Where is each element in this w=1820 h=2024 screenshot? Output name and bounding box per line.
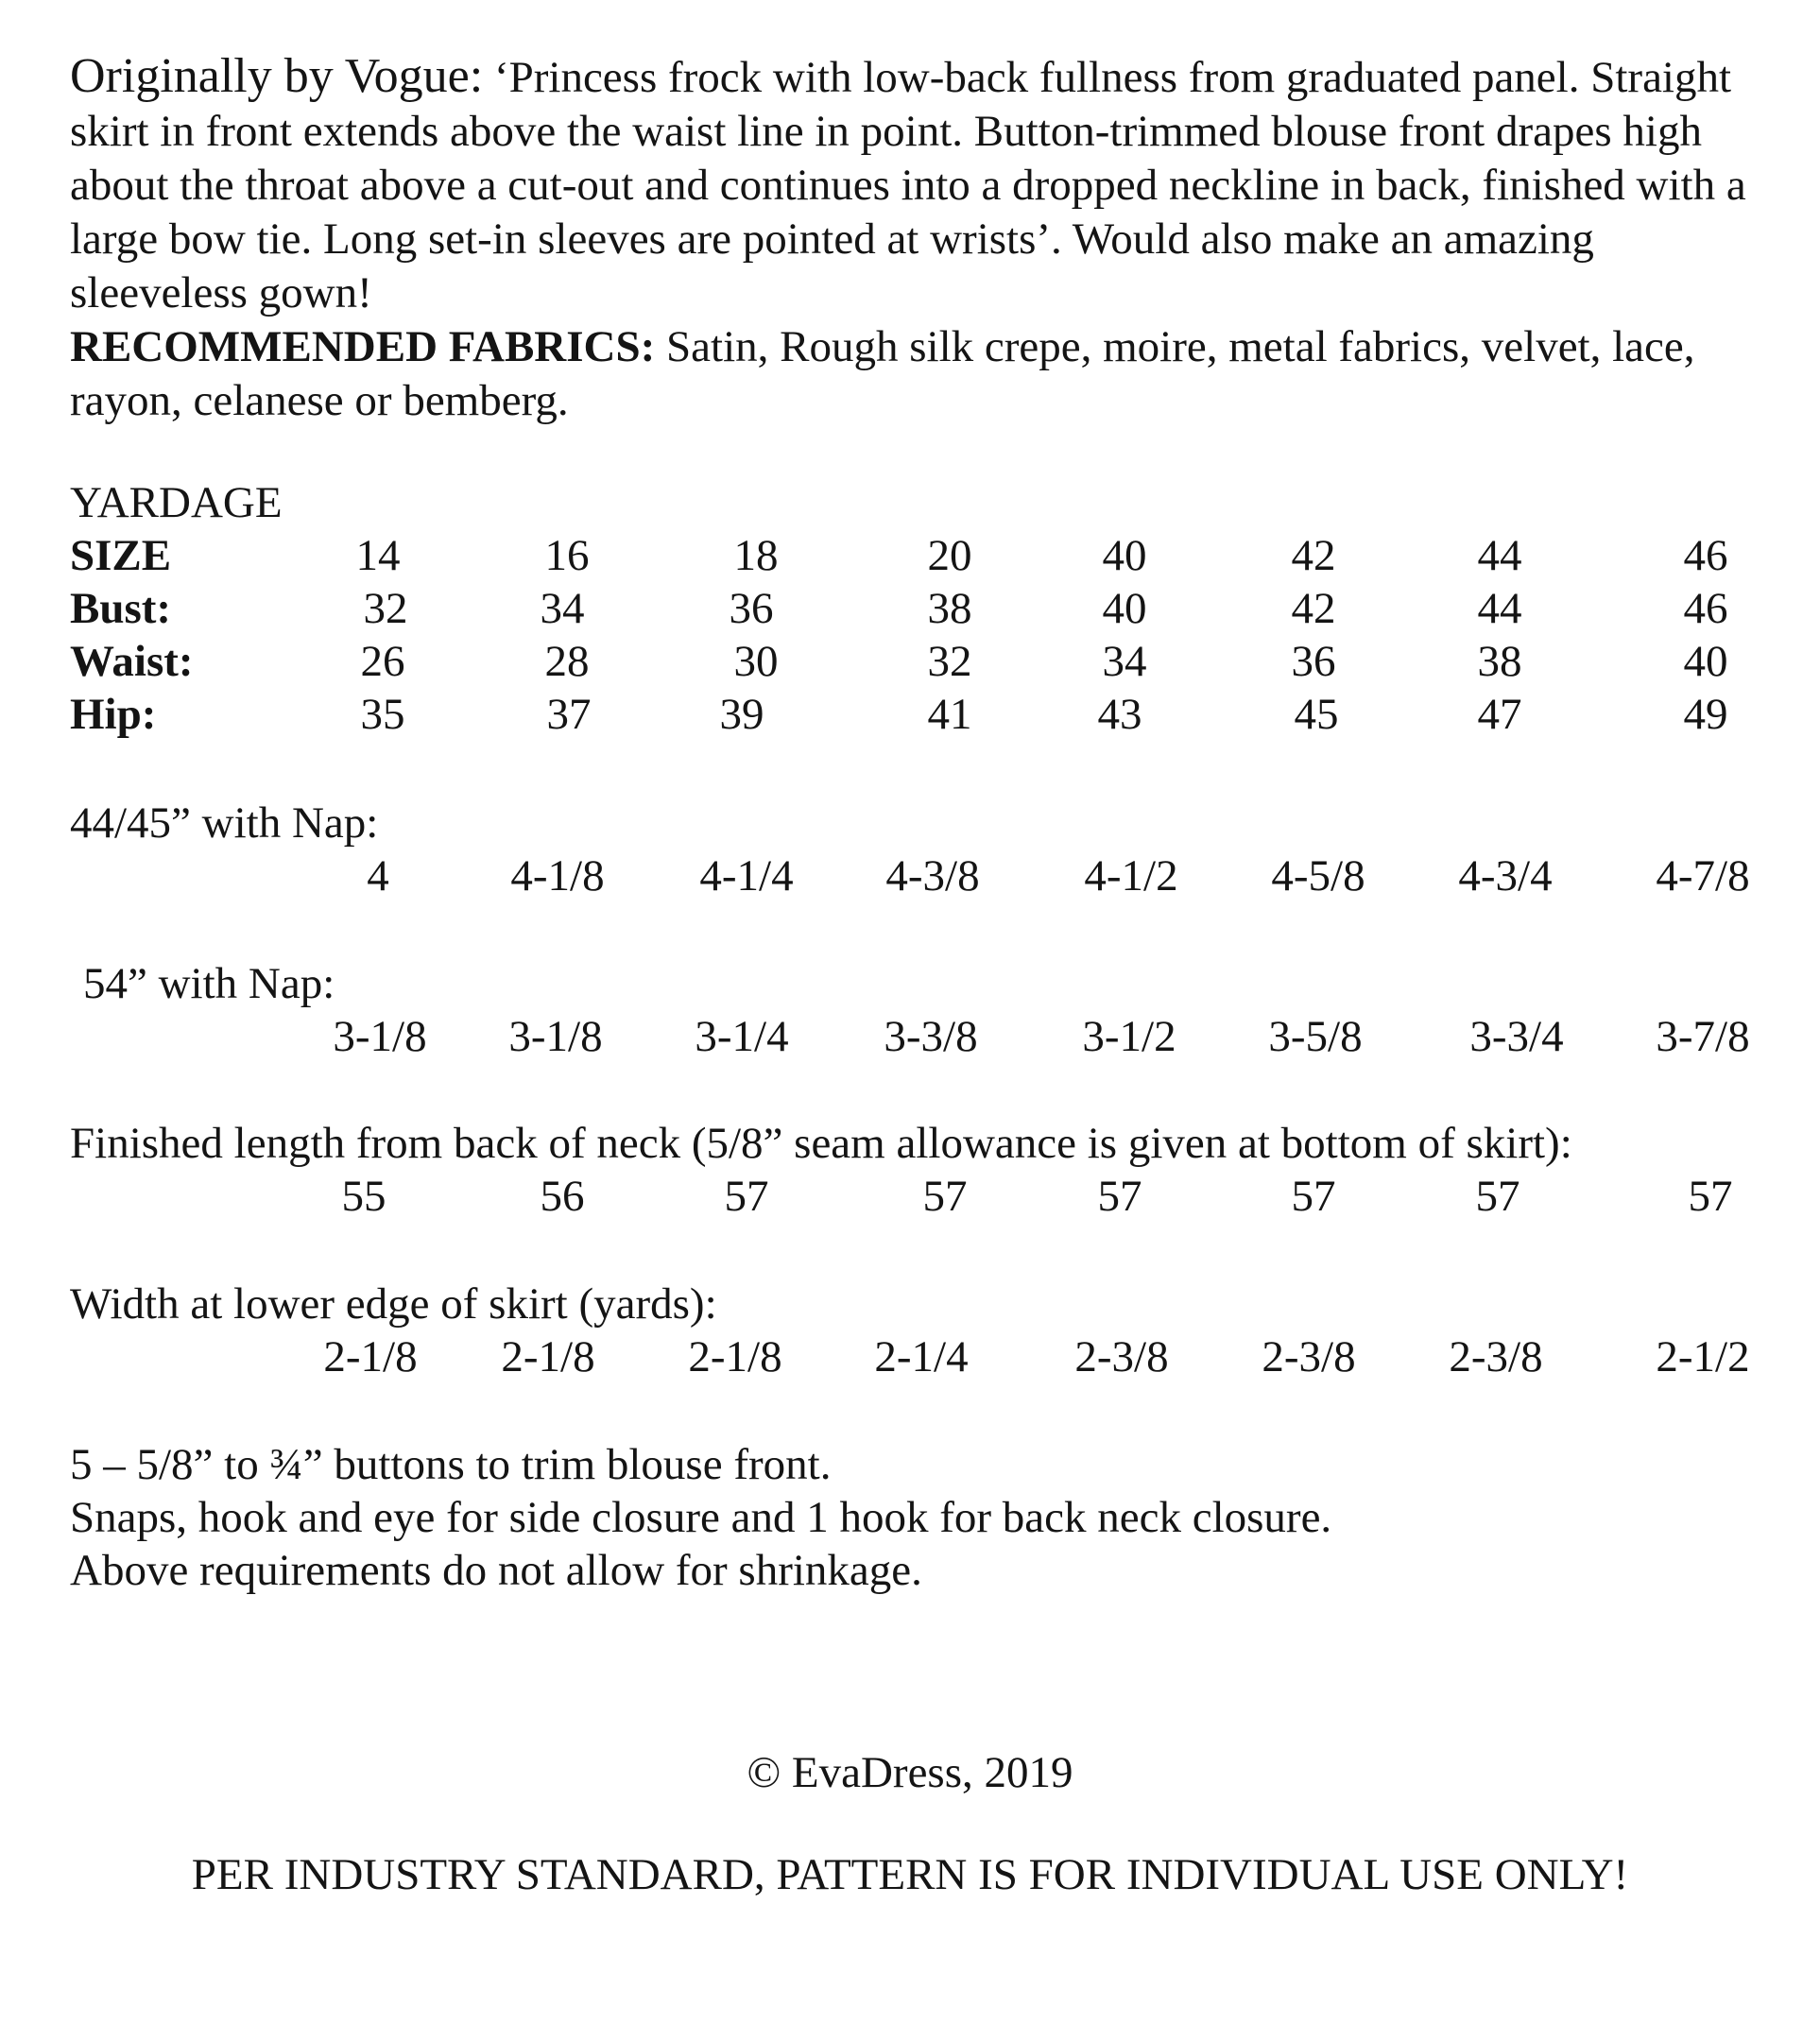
nap44-row [0,849,1820,902]
width-lower-edge-cell: 2-3/8 [1262,1332,1356,1381]
nap54-cell: 3-3/8 [884,1012,978,1061]
waist-cell: 40 [1683,637,1728,686]
waist-label: Waist: [70,637,194,686]
size-cell: 14 [355,531,401,580]
finished-length-cell: 55 [341,1172,386,1221]
hip-cell: 37 [546,690,592,739]
finished-length-cell: 57 [724,1172,769,1221]
bust-cell: 46 [1683,584,1728,633]
nap44-label: 44/45” with Nap: [70,798,379,848]
nap44-cell: 4-1/4 [699,851,794,901]
finished-length-cell: 57 [1097,1172,1142,1221]
bust-cell: 40 [1102,584,1147,633]
width-lower-edge-cell: 2-3/8 [1449,1332,1543,1381]
copyright: © EvaDress, 2019 [747,1748,1073,1797]
bust-row [0,582,1820,635]
notion-line: Above requirements do not allow for shrinkage. [70,1546,922,1595]
bust-cell: 44 [1477,584,1522,633]
fabrics-label: RECOMMENDED FABRICS: [70,322,656,371]
width-lower-edge-cell: 2-1/8 [688,1332,782,1381]
width-lower-edge-cell: 2-1/8 [323,1332,418,1381]
hip-cell: 35 [360,690,405,739]
finished-length-row [0,1170,1820,1223]
nap54-cell: 3-1/8 [333,1012,427,1061]
bust-cell: 38 [927,584,972,633]
width-lower-edge-label: Width at lower edge of skirt (yards): [70,1279,717,1329]
size-cell: 16 [544,531,590,580]
nap44-cell: 4-3/8 [885,851,980,901]
width-lower-edge-row [0,1330,1820,1383]
nap44-cell: 4 [367,851,389,901]
waist-cell: 30 [733,637,779,686]
nap44-cell: 4-7/8 [1656,851,1750,901]
nap54-row [0,1010,1820,1063]
size-row [0,529,1820,582]
waist-cell: 34 [1102,637,1147,686]
waist-cell: 36 [1291,637,1336,686]
hip-cell: 43 [1097,690,1142,739]
nap44-cell: 4-5/8 [1271,851,1365,901]
finished-length-cell: 56 [540,1172,585,1221]
finished-length-cell: 57 [1291,1172,1336,1221]
size-cell: 46 [1683,531,1728,580]
yardage-heading: YARDAGE [70,478,283,527]
nap44-cell: 4-1/2 [1084,851,1178,901]
nap54-cell: 3-1/4 [695,1012,789,1061]
finished-length-cell: 57 [1688,1172,1733,1221]
description-lead: Originally by Vogue: [70,49,484,103]
notion-line: Snaps, hook and eye for side closure and 1 hook for back neck closure. [70,1493,1332,1542]
width-lower-edge-cell: 2-1/4 [874,1332,969,1381]
bust-cell: 32 [363,584,408,633]
waist-cell: 28 [544,637,590,686]
nap54-cell: 3-1/8 [508,1012,603,1061]
waist-cell: 38 [1477,637,1522,686]
bust-label: Bust: [70,584,172,633]
bust-cell: 42 [1291,584,1336,633]
width-lower-edge-cell: 2-3/8 [1074,1332,1169,1381]
width-lower-edge-cell: 2-1/2 [1656,1332,1750,1381]
waist-cell: 32 [927,637,972,686]
hip-cell: 39 [719,690,764,739]
hip-cell: 41 [927,690,972,739]
waist-row [0,635,1820,688]
nap44-cell: 4-3/4 [1458,851,1553,901]
size-cell: 20 [927,531,972,580]
finished-length-label: Finished length from back of neck (5/8” seam allowance is given at bottom of skirt): [70,1119,1572,1168]
width-lower-edge-cell: 2-1/8 [501,1332,595,1381]
nap54-label: 54” with Nap: [83,959,335,1008]
nap54-cell: 3-1/2 [1082,1012,1176,1061]
bust-cell: 34 [540,584,585,633]
finished-length-cell: 57 [922,1172,968,1221]
size-cell: 42 [1291,531,1336,580]
nap54-cell: 3-5/8 [1268,1012,1363,1061]
nap54-cell: 3-3/4 [1469,1012,1564,1061]
hip-cell: 45 [1294,690,1339,739]
hip-cell: 47 [1477,690,1522,739]
pattern-description [70,49,1771,428]
description-quote: ‘Princess frock with low-back fullness from graduated panel. Straight skirt in front extends above the waist line in point. Button-trimmed blouse front drapes high about the throat above a cut-out and continues into a dropped neckline in back, finished with a large bow tie. Long set-in sleeves are pointed at wrists’. Would also make an amazing sleeveless gown! [70,53,1746,317]
nap54-cell: 3-7/8 [1656,1012,1750,1061]
size-label: SIZE [70,531,172,580]
hip-cell: 49 [1683,690,1728,739]
nap44-cell: 4-1/8 [510,851,605,901]
hip-label: Hip: [70,690,157,739]
size-cell: 44 [1477,531,1522,580]
finished-length-cell: 57 [1475,1172,1520,1221]
fabrics-list: Satin, Rough silk crepe, moire, metal fabrics, velvet, lace, rayon, celanese or bemberg. [70,322,1695,425]
size-cell: 40 [1102,531,1147,580]
hip-row [0,688,1820,741]
bust-cell: 36 [729,584,774,633]
size-cell: 18 [733,531,779,580]
notion-line: 5 – 5/8” to ¾” buttons to trim blouse front. [70,1440,832,1489]
waist-cell: 26 [360,637,405,686]
usage-notice: PER INDUSTRY STANDARD, PATTERN IS FOR INDIVIDUAL USE ONLY! [191,1850,1629,1899]
